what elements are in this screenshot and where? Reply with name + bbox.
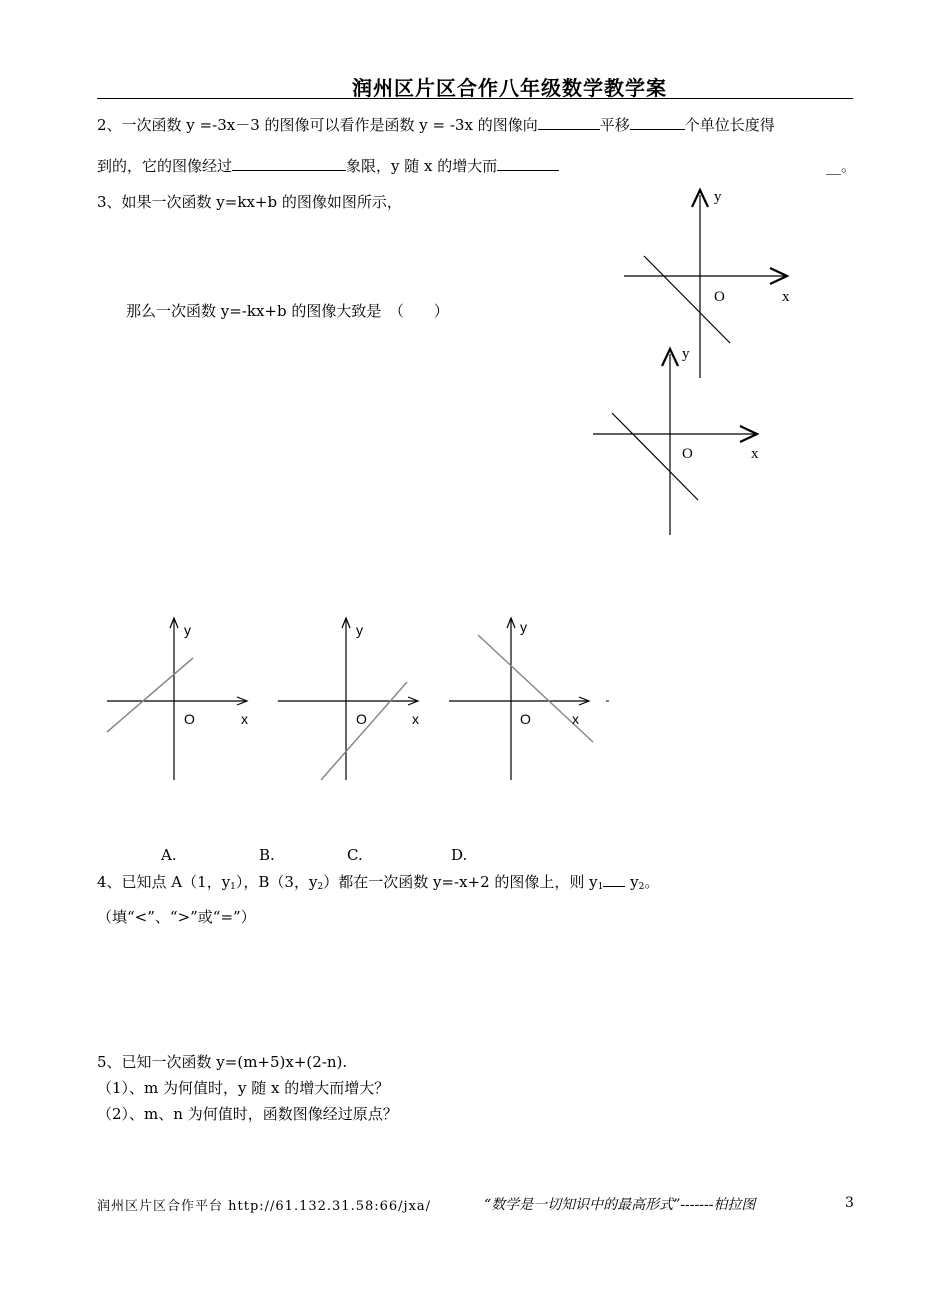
option-graph-b-line (321, 682, 407, 780)
given-graph-1 (624, 189, 790, 378)
q4-sub4: 2 (638, 882, 645, 892)
given-graph-2-origin-label: O (682, 446, 693, 462)
given-graph-1-y-label: y (714, 189, 722, 205)
option-d-label[interactable]: D. (451, 846, 468, 864)
q4-hint: （填“<”、“>”或“=”） (97, 908, 256, 926)
q5-line2: （1）、m 为何值时，y 随 x 的增大而增大？ (97, 1079, 390, 1097)
option-a-label[interactable]: A. (161, 846, 177, 864)
option-graph-a-y-label: y (184, 622, 191, 638)
q4-sub1: 1 (230, 882, 236, 892)
q4-text-c: ）都在一次函数 y=-x+2 的图像上，则 y (323, 873, 598, 891)
option-graphs (100, 612, 615, 787)
given-graph-2-x-label: x (751, 446, 759, 462)
option-c-label[interactable]: C. (347, 846, 363, 864)
option-graph-a-line (107, 658, 193, 732)
option-graph-b-x-label: x (412, 711, 419, 727)
q4-blank (603, 872, 625, 887)
q5-line1: 5、已知一次函数 y=(m+5)x+(2-n). (97, 1053, 348, 1071)
q2-blank-trend (497, 156, 559, 171)
q2-text-a: 2、一次函数 y =-3x－3 的图像可以看作是函数 y = -3x 的图像向 (97, 116, 538, 134)
page-title: 润州区片区合作八年级数学教学案 (352, 76, 667, 100)
q2-blank-direction (538, 115, 600, 130)
q2-line1 (97, 115, 775, 135)
option-graph-c (449, 618, 589, 780)
given-graph-2-y-label: y (682, 346, 690, 362)
q4-line1 (97, 872, 659, 897)
given-graph-1-origin-label: O (714, 289, 725, 305)
q4-text-b: ），B（3，y (235, 873, 318, 891)
option-b-label[interactable]: B. (259, 846, 275, 864)
q2-text-e: 象限，y 随 x 的增大而 (346, 157, 498, 175)
header-rule (97, 98, 853, 99)
given-graph-1-x-label: x (782, 289, 790, 305)
q4-sub2: 2 (317, 882, 324, 892)
q2-blank-units (630, 115, 685, 130)
q2-line2 (97, 156, 559, 176)
option-graph-b-origin-label: O (356, 711, 367, 727)
q2-text-c: 个单位长度得 (684, 116, 775, 134)
q3-line2: 那么一次函数 y=-kx+b 的图像大致是 （ ） (126, 302, 449, 320)
footer-quote: “数学是一切知识中的最高形式”-------柏拉图 (484, 1197, 756, 1213)
q4-text-e: 。 (644, 873, 660, 891)
q4-text-d: y (625, 873, 639, 891)
page-number: 3 (845, 1195, 854, 1211)
footer-platform: 润州区片区合作平台 http://61.132.31.58:66/jxa/ (97, 1199, 432, 1214)
given-graphs (590, 180, 820, 540)
q2-line2-end: __。 (826, 157, 857, 175)
q3-line1: 3、如果一次函数 y=kx+b 的图像如图所示， (97, 193, 402, 211)
q2-blank-quadrants (232, 156, 346, 171)
given-graph-2 (593, 346, 759, 535)
option-graph-a-origin-label: O (184, 711, 195, 727)
option-graph-b-y-label: y (356, 622, 363, 638)
q2-text-b: 平移 (599, 116, 630, 134)
q2-text-d: 到的，它的图像经过 (97, 157, 233, 175)
q4-sub3: 1 (597, 882, 604, 892)
option-graph-b (278, 618, 418, 780)
option-graph-c-origin-label: O (520, 711, 531, 727)
option-graph-c-y-label: y (520, 619, 527, 635)
option-graph-a-x-label: x (241, 711, 248, 727)
q5-line3: （2）、m、n 为何值时，函数图像经过原点？ (97, 1105, 398, 1123)
option-graph-c-x-label: x (572, 711, 579, 727)
q4-text-a: 4、已知点 A（1，y (97, 873, 231, 891)
option-graph-a (107, 618, 247, 780)
